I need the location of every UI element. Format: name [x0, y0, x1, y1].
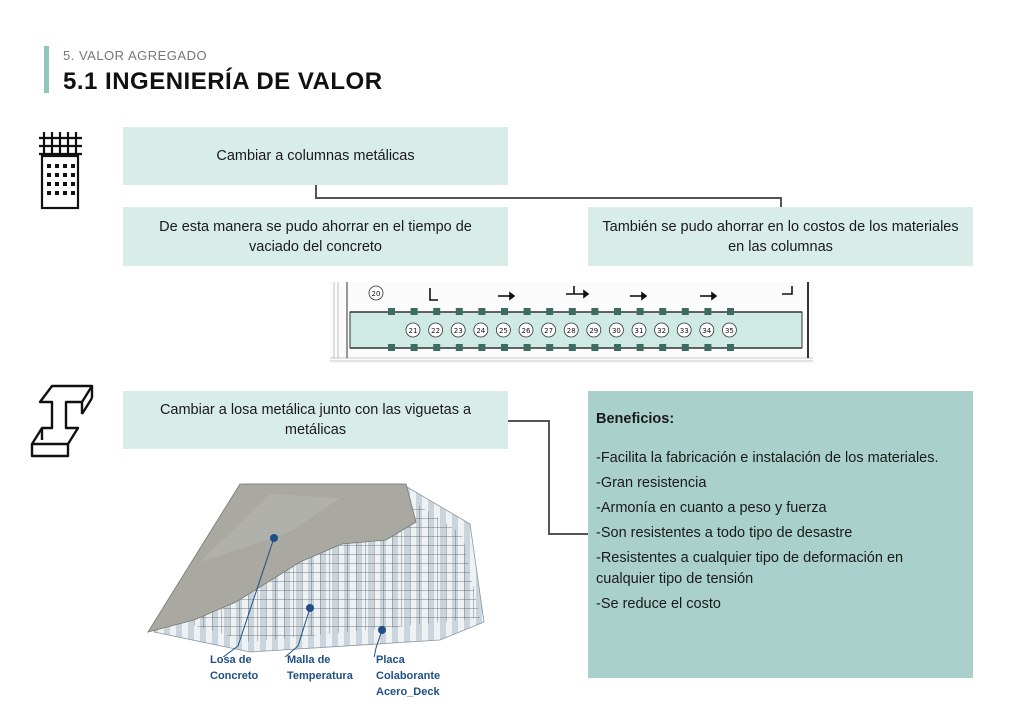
connector-line	[548, 533, 588, 535]
connector-line	[548, 420, 550, 534]
benefit-item: -Resistentes a cualquier tipo de deformación en cualquier tipo de tensión	[596, 550, 904, 587]
plan-column-marker	[637, 308, 644, 315]
plan-column-marker	[569, 308, 576, 315]
plan-column-number: 23	[453, 327, 463, 335]
callout-losa: Losa de Concreto	[210, 654, 259, 682]
plan-column-marker	[682, 308, 689, 315]
plan-column-marker	[524, 344, 531, 351]
section-label: 5. VALOR AGREGADO	[63, 48, 208, 63]
plan-column-number: 26	[521, 327, 531, 335]
plan-column-number: 29	[589, 327, 599, 335]
plan-column-marker	[456, 344, 463, 351]
plan-column-marker	[591, 308, 598, 315]
plan-top-label: 20	[371, 290, 381, 298]
plan-column-marker	[478, 308, 485, 315]
plan-column-number: 25	[498, 327, 508, 335]
connector-line	[780, 197, 782, 207]
plan-column-marker	[569, 344, 576, 351]
slab-main-box: Cambiar a losa metálica junto con las viguetas a metálicas	[123, 391, 508, 449]
callout-placa: Placa Colaborante Acero_Deck	[376, 654, 441, 698]
plan-column-marker	[501, 308, 508, 315]
plan-column-marker	[478, 344, 485, 351]
plan-column-marker	[433, 308, 440, 315]
plan-column-marker	[682, 344, 689, 351]
callout-malla: Malla de Temperatura	[287, 654, 353, 682]
plan-column-marker	[637, 344, 644, 351]
plan-column-marker	[727, 344, 734, 351]
plan-column-marker	[501, 344, 508, 351]
benefit-item: -Facilita la fabricación e instalación de los materiales.	[596, 450, 939, 466]
plan-column-marker	[659, 308, 666, 315]
columns-main-box: Cambiar a columnas metálicas	[123, 127, 508, 185]
plan-column-number: 34	[702, 327, 712, 335]
plan-column-number: 28	[566, 327, 576, 335]
benefit-item: -Son resistentes a todo tipo de desastre	[596, 525, 853, 541]
benefit-item: -Armonía en cuanto a peso y fuerza	[596, 500, 827, 516]
plan-column-marker	[704, 344, 711, 351]
benefit-item: -Se reduce el costo	[596, 596, 721, 612]
plan-column-number: 32	[657, 327, 667, 335]
plan-column-number: 22	[431, 327, 441, 335]
plan-column-marker	[546, 344, 553, 351]
building-grid-icon	[38, 128, 86, 212]
steel-deck-slab-illustration	[140, 482, 490, 657]
plan-column-marker	[433, 344, 440, 351]
i-beam-icon	[28, 382, 96, 460]
benefits-panel	[588, 391, 973, 678]
plan-column-marker	[614, 344, 621, 351]
plan-column-number: 21	[408, 327, 418, 335]
time-savings-box: De esta manera se pudo ahorrar en el tiempo de vaciado del concreto	[123, 207, 508, 266]
plan-column-number: 31	[634, 327, 644, 335]
plan-column-marker	[456, 308, 463, 315]
plan-column-number: 33	[679, 327, 689, 335]
connector-line	[508, 420, 549, 422]
plan-column-marker	[388, 344, 395, 351]
plan-column-marker	[591, 344, 598, 351]
plan-column-marker	[388, 308, 395, 315]
plan-column-marker	[411, 344, 418, 351]
plan-column-number: 35	[724, 327, 734, 335]
plan-column-marker	[411, 308, 418, 315]
plan-column-number: 24	[476, 327, 486, 335]
plan-column-marker	[704, 308, 711, 315]
accent-bar	[44, 46, 49, 93]
columns-floor-plan	[330, 282, 813, 364]
plan-column-marker	[659, 344, 666, 351]
plan-column-marker	[614, 308, 621, 315]
plan-column-number: 30	[611, 327, 621, 335]
page-title: 5.1 INGENIERÍA DE VALOR	[63, 68, 383, 95]
cost-savings-box: También se pudo ahorrar en lo costos de los materiales en las columnas	[588, 207, 973, 266]
plan-column-marker	[546, 308, 553, 315]
benefit-item: -Gran resistencia	[596, 475, 707, 491]
connector-line	[315, 197, 781, 199]
benefits-title: Beneficios:	[596, 411, 675, 427]
plan-column-marker	[524, 308, 531, 315]
plan-column-marker	[727, 308, 734, 315]
plan-column-number: 27	[544, 327, 554, 335]
